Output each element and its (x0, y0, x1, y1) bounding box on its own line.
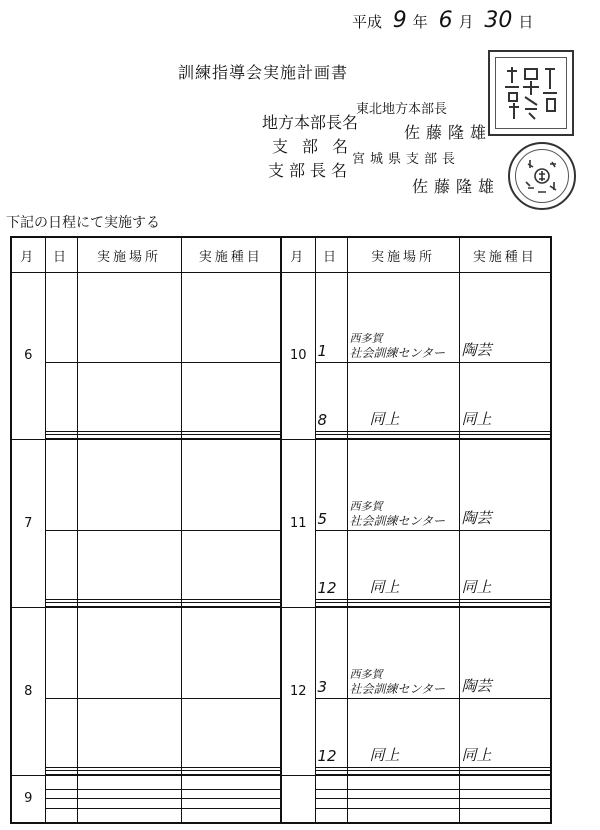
place-entry (347, 273, 459, 363)
day-entry: 1 (315, 273, 347, 363)
schedule-table (10, 236, 552, 824)
event-entry: 同上 (459, 698, 551, 768)
event-entry: 陶芸 (459, 273, 551, 363)
day-entry: 5 (315, 439, 347, 530)
month-cell-left: 8 (11, 607, 45, 775)
place-line1: 西多賀 (349, 667, 383, 681)
table-row (11, 273, 551, 363)
schedule-instruction: 下記の日程にて実施する (6, 215, 160, 231)
date-month: 6 (438, 8, 453, 33)
place-entry (347, 439, 459, 530)
place-line1: 西多賀 (349, 331, 383, 345)
place-entry (347, 607, 459, 698)
event-entry: 陶芸 (459, 607, 551, 698)
date-year-unit: 年 (412, 13, 428, 31)
month-cell-right: 11 (281, 439, 315, 607)
table-row (11, 439, 551, 530)
hq-label: 地方本部長名 (262, 113, 359, 132)
branch-head-person: 佐藤隆雄 (412, 177, 501, 196)
table-row (11, 775, 551, 789)
header-day-right: 日 (315, 237, 347, 273)
official-round-seal-icon (508, 142, 576, 210)
month-cell-left: 6 (11, 273, 45, 440)
day-entry: 12 (315, 530, 347, 600)
document-date (352, 8, 533, 33)
date-day: 30 (484, 8, 513, 33)
month-cell-right: 10 (281, 273, 315, 440)
day-entry: 12 (315, 698, 347, 768)
date-day-unit: 日 (518, 13, 534, 31)
event-entry: 同上 (459, 362, 551, 432)
branch-label: 支部名 (272, 137, 363, 156)
header-place-right: 実施場所 (347, 237, 459, 273)
document-title: 訓練指導会実施計画書 (178, 63, 349, 82)
date-month-unit: 月 (458, 13, 474, 31)
place-line2: 社会訓練センター (349, 345, 446, 360)
hq-person: 佐藤隆雄 (404, 123, 493, 142)
date-year: 9 (392, 8, 407, 33)
month-cell-left: 7 (11, 439, 45, 607)
header-place-left: 実施場所 (77, 237, 181, 273)
day-entry: 3 (315, 607, 347, 698)
month-cell-right-empty (281, 775, 315, 823)
place-entry: 同上 (347, 362, 459, 432)
day-entry: 8 (315, 362, 347, 432)
place-line1: 西多賀 (349, 499, 383, 513)
branch-name-small: 宮城県支部長 (352, 152, 461, 167)
header-month-right: 月 (281, 237, 315, 273)
date-era: 平成 (352, 13, 383, 31)
event-entry: 陶芸 (459, 439, 551, 530)
place-line2: 社会訓練センター (349, 681, 446, 696)
month-cell-right: 12 (281, 607, 315, 775)
place-entry: 同上 (347, 698, 459, 768)
place-line2: 社会訓練センター (349, 513, 446, 528)
table-header-row (11, 237, 551, 273)
event-entry: 同上 (459, 530, 551, 600)
table-row (11, 607, 551, 698)
month-cell-left: 9 (11, 775, 45, 823)
hq-name-small: 東北地方本部長 (356, 102, 448, 117)
header-event-right: 実施種目 (459, 237, 551, 273)
header-month-left: 月 (11, 237, 45, 273)
official-square-seal-icon (488, 50, 574, 136)
place-entry: 同上 (347, 530, 459, 600)
branch-head-label: 支部長名 (268, 161, 353, 180)
header-day-left: 日 (45, 237, 77, 273)
header-event-left: 実施種目 (181, 237, 281, 273)
